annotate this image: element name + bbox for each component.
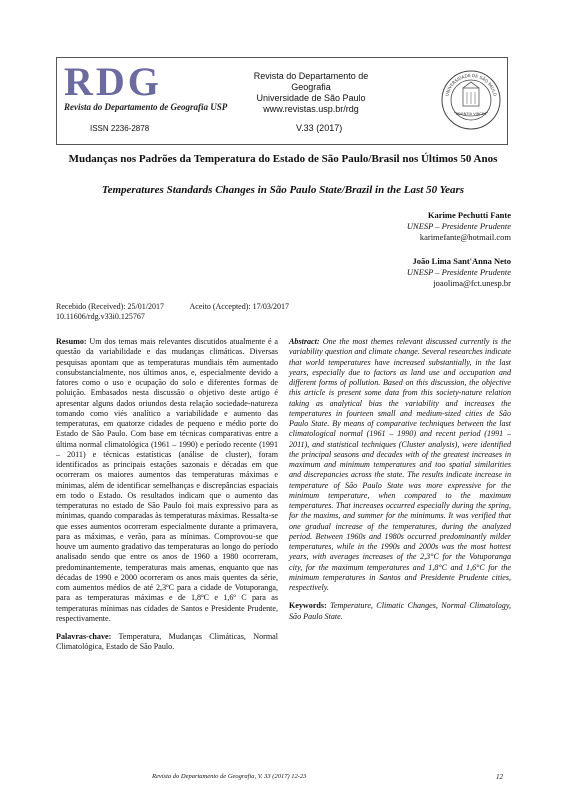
doi[interactable]: 10.11606/rdg.v33i0.125767 — [56, 312, 145, 321]
abstract-text: One the most themes relevant discussed currently is the variability question and climate change. Several researches indicate that world temperatures have increased substantially, in the last years, especially due to factors as land use and occupation and different forms of pollution. Based on this discussion, the objective this article is present some data from this society-nature relation taking as analytical bias the variability and increases the temperatures in fourteen small and medium-sized cities de São Paulo State. By means of comparative techniques between the last climatological normal (1961 – 1990) and recent period (1991 – 2011), and statistical techniques (Cluster analysis), were identified the principal seasons and decades with of the greatest increases in maximum and minimum temperatures and too spatial similarities and discrepancies across the state. The results indicate increase in temperature of São Paulo State was more expressive for the minimum temperature, when compared to the maximum temperatures. That increases occurred especially during the spring, for the maxims, and summer for the minimums. It was verified that one gradual increase of the temperatures, during the analyzed period. Between 1960s and 1980s occurred predominantly milder temperatures, while in the 1990s and 2000s was the most hottest years, with averages increases of the 2,3°C for the Votuporanga city, for the maximum temperatures and 1,8°C and 1,6°C for the minimum temperatures in Santos and Presidente Prudente cities, respectively. — [289, 337, 511, 592]
title-english: Temperatures Standards Changes in São Paulo State/Brazil in the Last 50 Years — [101, 184, 465, 196]
palavras-chave-text: Temperatura, Mudanças Climáticas, Normal Climatológica, Estado de São Paulo. — [56, 632, 278, 652]
journal-url[interactable]: www.revistas.usp.br/rdg — [263, 104, 359, 114]
keywords-text: Temperature, Climatic Changes, Normal Climatology, São Paulo State. — [289, 601, 511, 621]
abstract-paragraph — [289, 337, 511, 593]
author-affiliation: UNESP – Presidente Prudente — [406, 267, 511, 277]
seal-motto: SCIENTIA VINCES — [455, 112, 487, 116]
accepted-date: Aceito (Accepted): 17/03/2017 — [189, 302, 290, 311]
footer-citation: Revista do Departamento de Geografia, V. 33 (2017) 12-23 — [152, 773, 307, 780]
volume: V.33 (2017) — [296, 123, 343, 133]
usp-seal-icon — [440, 62, 502, 140]
resumo-paragraph — [56, 337, 278, 624]
logo-subtitle: Revista do Departamento de Geografia USP — [64, 102, 228, 112]
abstract-column — [289, 337, 511, 622]
resumo-label: Resumo: — [56, 337, 87, 346]
author-email[interactable]: karimefante@hotmail.com — [419, 232, 511, 242]
resumo-column — [56, 337, 278, 653]
keywords — [289, 601, 511, 622]
rdg-logo: RDG — [64, 59, 162, 104]
journal-name: Revista do Departamento de Geografia — [253, 71, 369, 92]
abstract-label: Abstract: — [289, 337, 320, 346]
author-block-1 — [407, 210, 511, 243]
issn: ISSN 2236-2878 — [90, 124, 150, 133]
resumo-text: Um dos temas mais relevantes discutidos atualmente é a questão da variabilidade e das mudanças climáticas. Diversas pesquisas apontam que as temperaturas mundiais têm aumentado consubstancialmente, nos últimos anos, e, especialmente devido a fatores como o uso e ocupação do solo e diferentes formas de poluição. Embasados nesta discussão o objetivo deste artigo é apresentar alguns dados oriundos desta relação sociedade-natureza tomando como viés analítico a variabilidade e aumento das temperaturas, em quatorze cidades de pequeno e médio porte do Estado de São Paulo. Com base em técnicas comparativas entre a última normal climatológica (1961 – 1990) e período recente (1991 – 2011) e técnicas estatísticas (análise de cluster), foram identificados as principais estações sazonais e décadas em que ocorreram os maiores aumentos das temperaturas máximas e mínimas, além de identificar semelhanças e discrepâncias espaciais em todo o Estado. Os resultados indicam que o aumento das temperaturas no estado de São Paulo foi mais expressivo para as mínimas, quando comparadas às temperaturas máximas. Ressalta-se que esses aumentos ocorreram especialmente durante a primavera, para as máximas, e verão, para as mínimas. Comprovou-se que houve um aumento gradativo das temperaturas ao longo do período analisado sendo que entre os anos de 1960 a 1980 ocorreram, predominantemente, temperaturas mais amenas, enquanto que nas décadas de 1990 e 2000 ocorreram os anos mais quentes da série, com aumentos médios de até 2,3ºC para a cidade de Votuporanga, para as temperaturas máximas e de 1,8ºC e 1,6º C para as temperaturas mínimas nas cidades de Santos e Presidente Prudente, respectivamente. — [56, 337, 278, 623]
article-dates — [56, 302, 289, 322]
journal-info — [236, 71, 386, 115]
university-name: Universidade de São Paulo — [256, 93, 366, 103]
palavras-chave — [56, 632, 278, 653]
keywords-label: Keywords: — [289, 601, 327, 611]
page-number: 12 — [496, 773, 503, 781]
author-email[interactable]: joaolima@fct.unesp.br — [433, 278, 511, 288]
author-name: Karime Pechutti Fante — [427, 210, 511, 220]
author-block-2 — [407, 256, 511, 289]
author-name: João Lima Sant'Anna Neto — [412, 256, 511, 266]
palavras-chave-label: Palavras-chave: — [56, 632, 112, 641]
title-portuguese: Mudanças nos Padrões da Temperatura do Estado de São Paulo/Brasil nos Últimos 50 Anos — [68, 153, 498, 165]
received-date: Recebido (Received): 25/01/2017 — [56, 302, 164, 311]
author-affiliation: UNESP – Presidente Prudente — [406, 221, 511, 231]
seal-text: UNIVERSIDADE DE SÃO PAULO — [444, 72, 498, 97]
